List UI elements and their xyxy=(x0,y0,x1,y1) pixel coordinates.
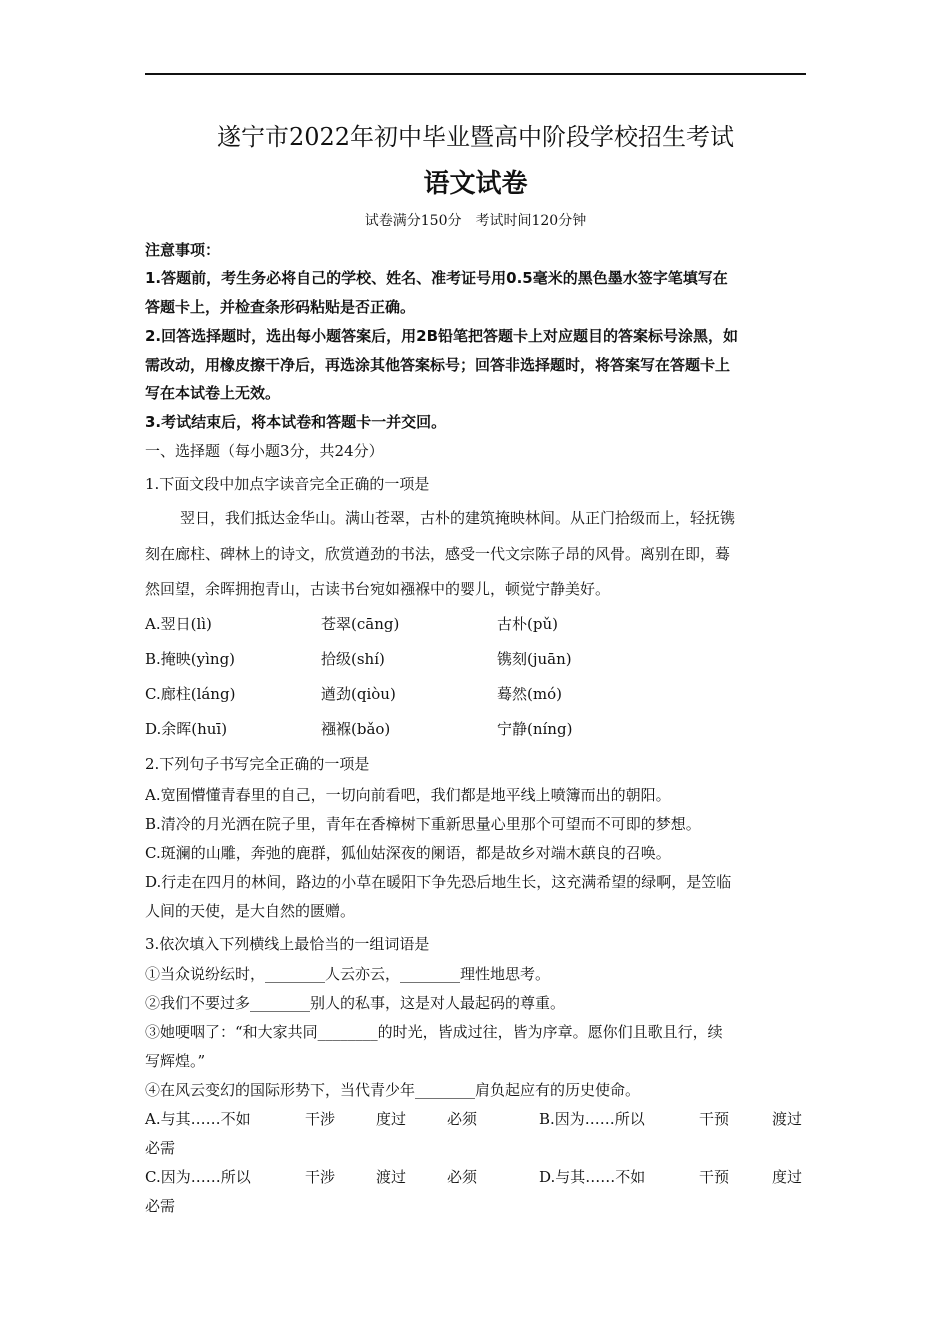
section-title: 一、选择题（每小题3分，共24分） xyxy=(145,442,384,460)
option-cell: 干涉 xyxy=(305,1168,336,1186)
option-cell: C.廊柱(láng) xyxy=(145,685,236,703)
option-cell: 遒劲(qiòu) xyxy=(321,685,396,703)
exam-info: 试卷满分150分 考试时间120分钟 xyxy=(364,213,587,229)
option-cell: 干预 xyxy=(699,1168,730,1186)
option-cell: 必须 xyxy=(447,1110,478,1128)
option-cell: B.掩映(yìng) xyxy=(145,650,236,668)
notice-line: 2.回答选择题时，选出每小题答案后，用2B铅笔把答题卡上对应题目的答案标号涂黑，如 xyxy=(145,327,739,345)
option-cell: B.因为……所以 xyxy=(539,1110,645,1128)
option-cell: 襁褓(bǎo) xyxy=(321,720,391,738)
notice-line: 3.考试结束后，将本试卷和答题卡一并交回。 xyxy=(145,413,447,431)
question-stem: 2.下列句子书写完全正确的一项是 xyxy=(145,755,370,773)
option-cell: 拾级(shí) xyxy=(321,650,385,668)
option-cell: D.余晖(huī) xyxy=(145,720,228,738)
top-rule xyxy=(145,73,806,75)
option-cell: 古朴(pǔ) xyxy=(497,615,558,633)
option-cell: 度过 xyxy=(772,1168,803,1186)
option-cell: 干涉 xyxy=(305,1110,336,1128)
option-cell: 必需 xyxy=(145,1197,176,1215)
notice-line: 答题卡上，并检查条形码粘贴是否正确。 xyxy=(145,298,416,316)
passage-line: 刻在廊柱、碑林上的诗文，欣赏遒劲的书法，感受一代文宗陈子昂的风骨。离别在即，蓦 xyxy=(145,545,731,563)
option-cell: D.与其……不如 xyxy=(539,1168,646,1186)
option-cell: 必需 xyxy=(145,1139,176,1157)
paper-title: 语文试卷 xyxy=(423,169,528,199)
option-row xyxy=(145,1108,806,1130)
notice-heading: 注意事项： xyxy=(145,241,221,259)
option-row xyxy=(145,718,806,740)
option-cell: C.因为……所以 xyxy=(145,1168,251,1186)
notice-line: 1.答题前，考生务必将自己的学校、姓名、准考证号用0.5毫米的黑色墨水签字笔填写在 xyxy=(145,269,728,287)
fill-line: ②我们不要过多________别人的私事，这是对人最起码的尊重。 xyxy=(145,994,566,1012)
option-cell: 镌刻(juān) xyxy=(497,650,572,668)
option-cell: 干预 xyxy=(699,1110,730,1128)
answer-line: A.宽囿懵懂青春里的自己，一切向前看吧，我们都是地平线上喷簿而出的朝阳。 xyxy=(145,786,671,804)
fill-line: ①当众说纷纭时，________人云亦云，________理性地思考。 xyxy=(145,965,551,983)
answer-line: D.行走在四月的林间，路边的小草在暖阳下争先恐后地生长，这充满希望的绿啊，是笠临 xyxy=(145,873,732,891)
question-stem: 3.依次填入下列横线上最恰当的一组词语是 xyxy=(145,935,430,953)
exam-title: 遂宁市2022年初中毕业暨高中阶段学校招生考试 xyxy=(216,123,735,151)
option-row xyxy=(145,613,806,635)
option-cell: A.与其……不如 xyxy=(145,1110,251,1128)
notice-line: 写在本试卷上无效。 xyxy=(145,384,281,402)
option-cell: 渡过 xyxy=(376,1168,407,1186)
fill-line: ④在风云变幻的国际形势下，当代青少年________肩负起应有的历史使命。 xyxy=(145,1081,641,1099)
passage-line: 然回望，余晖拥抱青山，古读书台宛如襁褓中的婴儿，顿觉宁静美好。 xyxy=(145,580,611,598)
option-cell: 渡过 xyxy=(772,1110,803,1128)
option-cell: 必须 xyxy=(447,1168,478,1186)
fill-line: 写辉煌。” xyxy=(145,1052,206,1070)
option-cell: 苍翠(cāng) xyxy=(321,615,400,633)
option-cell: 度过 xyxy=(376,1110,407,1128)
option-row xyxy=(145,683,806,705)
answer-line: 人间的天使，是大自然的匮赠。 xyxy=(145,902,356,920)
answer-line: C.斑澜的山雕，奔弛的鹿群，狐仙姑深夜的阑语，都是故乡对端木蕻良的召唤。 xyxy=(145,844,671,862)
answer-line: B.清冷的月光洒在院子里，青年在香樟树下重新思量心里那个可望而不可即的梦想。 xyxy=(145,815,701,833)
option-row xyxy=(145,1137,806,1159)
option-cell: A.翌日(lì) xyxy=(145,615,212,633)
option-row xyxy=(145,648,806,670)
fill-line: ③她哽咽了：“和大家共同________的时光，皆成过往，皆为序章。愿你们且歌且行，续 xyxy=(145,1023,723,1041)
option-row xyxy=(145,1166,806,1188)
option-cell: 宁静(níng) xyxy=(497,720,573,738)
notice-line: 需改动，用橡皮擦干净后，再选涂其他答案标号；回答非选择题时，将答案写在答题卡上 xyxy=(145,356,731,374)
question-stem: 1.下面文段中加点字读音完全正确的一项是 xyxy=(145,475,430,493)
option-row xyxy=(145,1195,806,1217)
passage-line: 翌日，我们抵达金华山。满山苍翠，古朴的建筑掩映林间。从正门拾级而上，轻抚镌 xyxy=(180,509,736,527)
option-cell: 蓦然(mó) xyxy=(497,685,562,703)
